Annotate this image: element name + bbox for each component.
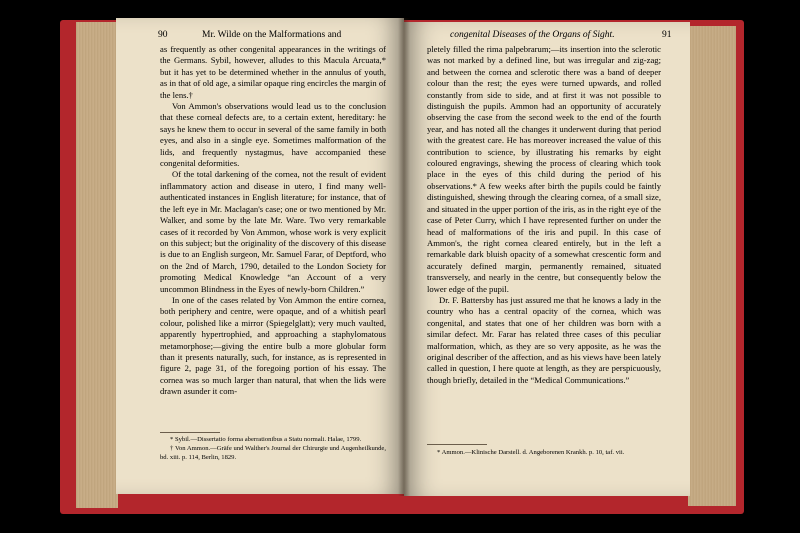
left-footnotes — [160, 435, 386, 462]
left-footnote-rule — [160, 432, 220, 433]
right-footnotes — [427, 448, 661, 457]
left-footnote: * Sybil.—Dissertatio forma aberrationibus a Statu normali. Halae, 1799. — [170, 436, 362, 443]
page-edges-right — [688, 26, 736, 506]
right-body-text — [427, 44, 661, 440]
left-footnote: † Von Ammon.—Gräfe und Walther's Journal der Chirurgie und Augenheilkunde, bd. xiii. p. 114, Berlin, 1829. — [160, 445, 386, 461]
left-paragraph: as frequently as other congenital appearances in the writings of the Germans. Sybil, however, alludes to this Macula Arcuata,* but it has yet to be determined whether in the annulus of youth, as in that of old age, a similar opaque ring encircles the margin of the lens.† — [160, 44, 386, 100]
right-paragraph: pletely filled the rima palpebrarum;—its insertion into the sclerotic was not marked by a defined line, but was irregular and zig-zag; and between the cornea and sclerotic there was a band of deeper colour than the rest; the eyes were turned upwards, and rolled constantly from side to side, and at first it was not possible to distinguish the pupils. Ammon had an opportunity of accurately observing the case from the second week to the end of the fourth year, and has noted all the changes it underwent during that period with the greatest care. He has moreover increased the value of this contribution to science, by illustrating his remarks by eight coloured engravings, shewing the process of clearing which took place in the eyes of this child during the period of his observations.* A few weeks after birth the pupils could be faintly distinguished, shewing through the clearing cornea, of a small size, and situated in the upper portion of the iris, as in the right eye of the case of Peter Curry, which I have represented further on under the head of malformations of the iris and pupil. In this case of Ammon's, the right cornea cleared entirely, but in the left a remarkable dark bluish opacity of a somewhat crescentic form and accurately defined margin, permanently remained, situated transversely, and nearly in the centre, but consequently below the lower edge of the pupil. — [427, 44, 661, 294]
left-paragraph: Of the total darkening of the cornea, not the result of evident inflammatory action and disease in utero, I find many well-authenticated instances in English literature; for instance, that of the left eye in Mr. Maclagan's case; one or two mentioned by Mr. Walker, and some by the late Mr. Ware. Two very remarkable cases of it recorded by Von Ammon, whose work is very explicit on this subject; but the originality of the discovery of this disease is due to an English surgeon, Mr. Samuel Farar, of Deptford, who on the 2nd of March, 1790, detailed to the London Society for promoting Medical Knowledge “an Account of a very uncommon Blindness in the Eyes of newly-born Children.” — [160, 169, 386, 294]
right-footnote: * Ammon.—Klinische Darstell. d. Angeborenen Krankh. p. 10, taf. vii. — [437, 449, 625, 456]
left-paragraph: Von Ammon's observations would lead us to the conclusion that these corneal defects are, to a certain extent, hereditary: he says he knew them to occur in several of the same family in both eyes, and also in a single eye. Sometimes malformation of the lids, and frequently nystagmus, have accompanied these congenital deformities. — [160, 101, 386, 169]
right-page-number: 91 — [662, 30, 672, 40]
left-page-number: 90 — [158, 30, 168, 40]
book-gutter — [398, 18, 410, 496]
page-edges-left — [76, 22, 118, 508]
left-body-text — [160, 44, 386, 430]
right-paragraph: Dr. F. Battersby has just assured me that he knows a lady in the country who has a central opacity of the cornea, which was congenital, and states that one of her children was born with a similar defect. Mr. Farar has related three cases of this peculiar malformation, which, as they are so very apposite, as he was the original describer of the affection, and as his views have been lately called in question, I here quote at length, as they are perspicuously, though briefly, detailed in the “Medical Communications.” — [427, 294, 661, 385]
right-running-title: congenital Diseases of the Organs of Sight. — [450, 30, 615, 40]
right-footnote-rule — [427, 444, 487, 445]
left-running-title: Mr. Wilde on the Malformations and — [202, 30, 342, 40]
left-paragraph: In one of the cases related by Von Ammon the entire cornea, both periphery and centre, were opaque, and of a whitish pearl colour, polished like a mirror (Spiegelglatt); very much vaulted, apparently hypertrophied, and approaching a staphylomatous metamorphose;—giving the entire bulb a more globular form than it presents naturally, such, for instance, as is represented in figure 2, page 31, of the foregoing portion of his essay. The cornea was so much larger than natural, that when the lids were drawn asunder it com- — [160, 294, 386, 397]
